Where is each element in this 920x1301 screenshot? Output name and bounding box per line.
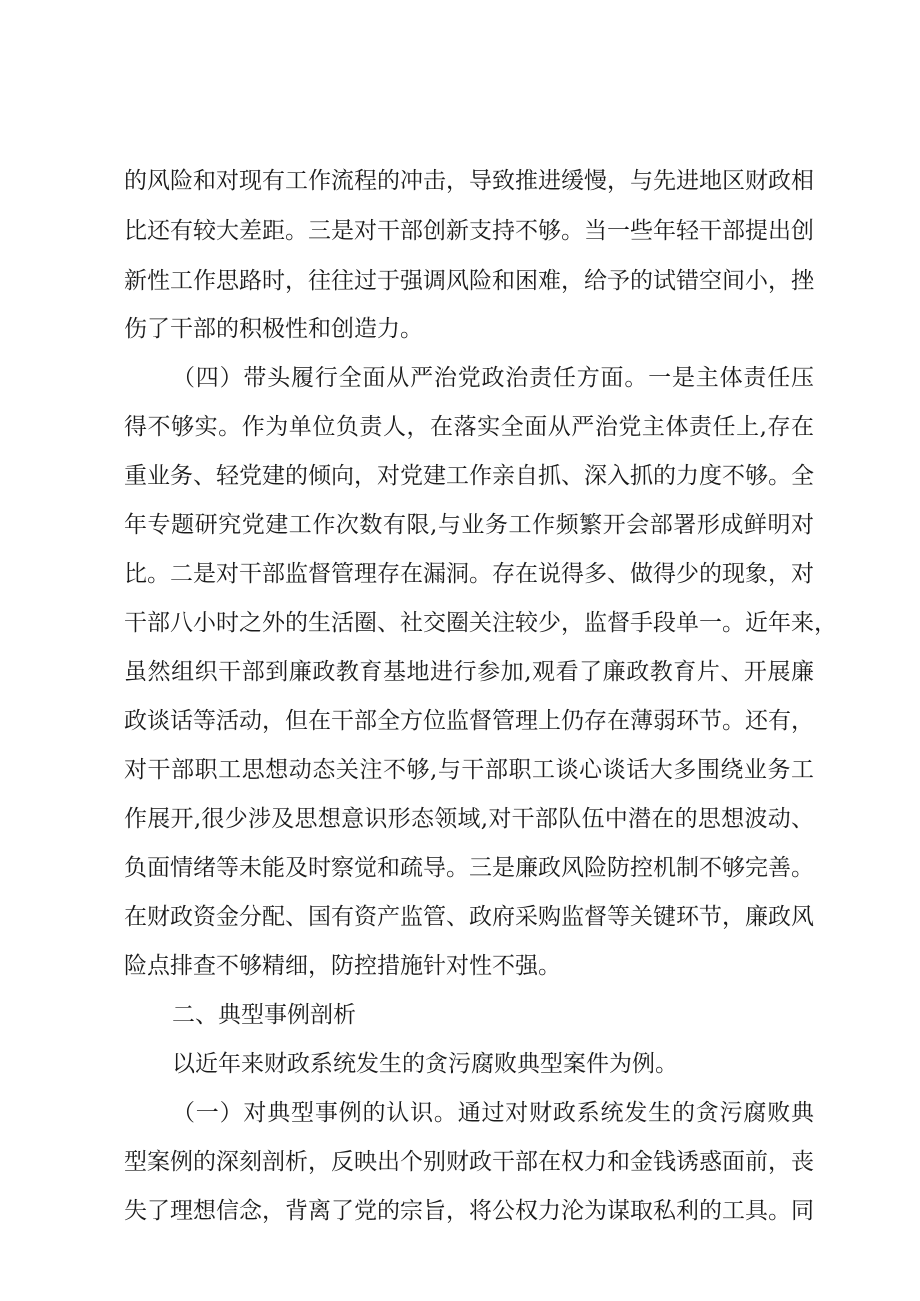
subsection-heading-line: （一）对典型事例的认识。通过对财政系统发生的贪污腐败典 <box>172 1100 814 1126</box>
paragraph-line: 在财政资金分配、国有资产监管、政府采购监督等关键环节，廉政风 <box>124 904 814 930</box>
paragraph-line: 比。二是对干部监督管理存在漏洞。存在说得多、做得少的现象，对 <box>124 561 814 587</box>
section-title: 二、典型事例剖析 <box>172 1002 356 1028</box>
paragraph-line: 作展开,很少涉及思想意识形态领域,对干部队伍中潜在的思想波动、 <box>124 806 814 832</box>
paragraph-line: 失了理想信念，背离了党的宗旨，将公权力沦为谋取私利的工具。同 <box>124 1198 814 1224</box>
paragraph-line: 伤了干部的积极性和创造力。 <box>124 316 423 342</box>
paragraph-line: 负面情绪等未能及时察觉和疏导。三是廉政风险防控机制不够完善。 <box>124 855 814 881</box>
paragraph-line: 干部八小时之外的生活圈、社交圈关注较少，监督手段单一。近年来， <box>124 610 837 636</box>
section-heading-line: （四）带头履行全面从严治党政治责任方面。一是主体责任压 <box>172 365 814 391</box>
paragraph-line: 得不够实。作为单位负责人，在落实全面从严治党主体责任上,存在 <box>124 414 814 440</box>
paragraph-line: 新性工作思路时，往往过于强调风险和困难，给予的试错空间小，挫 <box>124 268 814 294</box>
paragraph-line: 型案例的深刻剖析，反映出个别财政干部在权力和金钱诱惑面前，丧 <box>124 1149 814 1175</box>
paragraph-line: 以近年来财政系统发生的贪污腐败典型案件为例。 <box>172 1051 678 1077</box>
paragraph-line: 险点排查不够精细，防控措施针对性不强。 <box>124 953 561 979</box>
paragraph-line: 虽然组织干部到廉政教育基地进行参加,观看了廉政教育片、开展廉 <box>124 659 814 685</box>
paragraph-line: 的风险和对现有工作流程的冲击，导致推进缓慢，与先进地区财政相 <box>124 168 814 194</box>
paragraph-line: 比还有较大差距。三是对干部创新支持不够。当一些年轻干部提出创 <box>124 218 814 244</box>
paragraph-line: 对干部职工思想动态关注不够,与干部职工谈心谈话大多围绕业务工 <box>124 757 814 783</box>
paragraph-line: 重业务、轻党建的倾向，对党建工作亲自抓、深入抓的力度不够。全 <box>124 463 814 489</box>
paragraph-line: 年专题研究党建工作次数有限,与业务工作频繁开会部署形成鲜明对 <box>124 512 814 538</box>
paragraph-line: 政谈话等活动，但在干部全方位监督管理上仍存在薄弱环节。还有， <box>124 708 814 734</box>
